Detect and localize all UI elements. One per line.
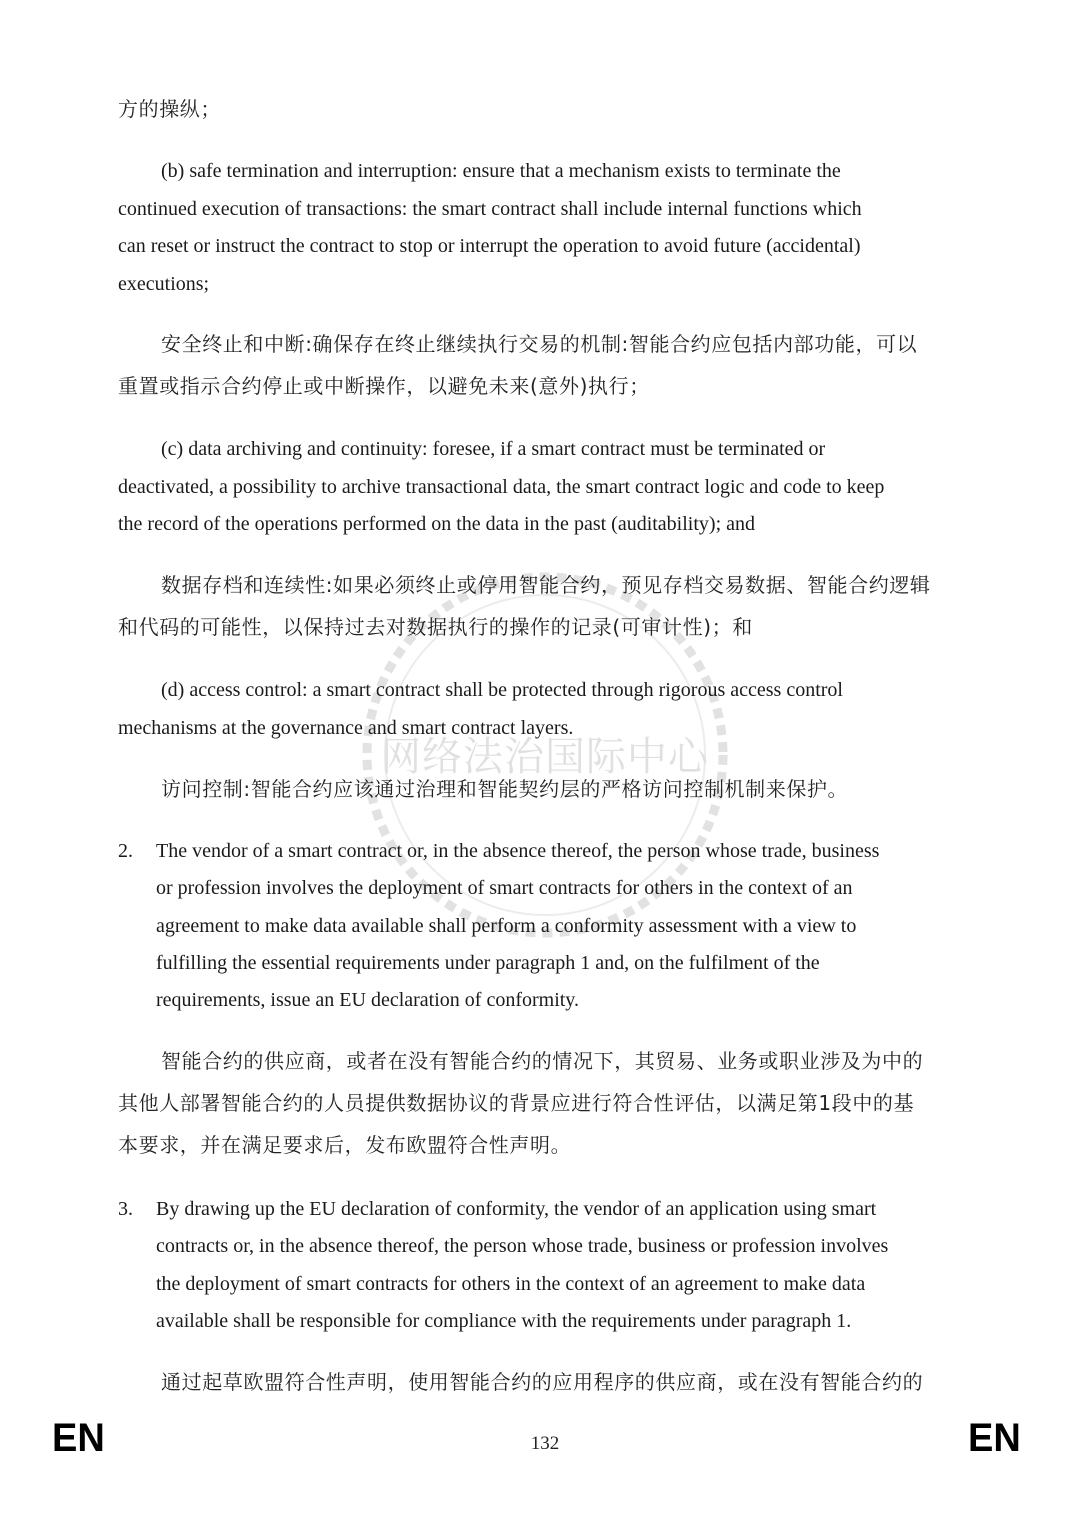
text-line: executions;	[118, 272, 210, 295]
item-d-zh	[118, 768, 968, 810]
item-b-zh	[118, 323, 968, 407]
text-line: By drawing up the EU declaration of conformity, the vendor of an application using smart	[156, 1198, 877, 1220]
continuation-text	[118, 88, 968, 130]
text-line: 本要求，并在满足要求后，发布欧盟符合性声明。	[118, 1133, 572, 1157]
language-marker-right: EN	[968, 1416, 1021, 1460]
text-line: available shall be responsible for compliance with the requirements under paragraph 1.	[156, 1309, 852, 1332]
paragraph-number: 2.	[118, 840, 133, 862]
text-line: 智能合约的供应商，或者在没有智能合约的情况下，其贸易、业务或职业涉及为中的	[161, 1049, 924, 1073]
text-line: or profession involves the deployment of smart contracts for others in the context of an	[156, 877, 853, 900]
text-line: 访问控制:智能合约应该通过治理和智能契约层的严格访问控制机制来保护。	[161, 777, 849, 801]
text-line: deactivated, a possibility to archive transactional data, the smart contract logic and code to keep	[118, 475, 885, 498]
item-d-en	[118, 672, 968, 747]
text-line: 安全终止和中断:确保存在终止继续执行交易的机制:智能合约应包括内部功能，可以	[161, 332, 918, 356]
text-line: contracts or, in the absence thereof, the person whose trade, business or profession involves	[156, 1235, 889, 1258]
page-number: 132	[530, 1433, 560, 1454]
paragraph-number: 3.	[118, 1198, 133, 1220]
language-marker-left: EN	[52, 1416, 105, 1460]
text-line: 其他人部署智能合约的人员提供数据协议的背景应进行符合性评估，以满足第1段中的基	[118, 1091, 915, 1115]
text-line: can reset or instruct the contract to stop or interrupt the operation to avoid future (accidental)	[118, 235, 861, 257]
text-line: the deployment of smart contracts for others in the context of an agreement to make data	[156, 1272, 866, 1295]
item-c-en	[118, 431, 968, 544]
text-line: requirements, issue an EU declaration of conformity.	[156, 989, 580, 1012]
text-line: 通过起草欧盟符合性声明，使用智能合约的应用程序的供应商，或在没有智能合约的	[161, 1370, 924, 1394]
text-line: 数据存档和连续性:如果必须终止或停用智能合约，预见存档交易数据、智能合约逻辑	[161, 573, 931, 597]
paragraph-2-zh	[118, 1040, 968, 1166]
item-c-zh	[118, 564, 968, 648]
text-line: The vendor of a smart contract or, in the absence thereof, the person whose trade, business	[156, 840, 880, 862]
text-line: (d) access control: a smart contract shall be protected through rigorous access control	[161, 679, 843, 701]
text-line: 和代码的可能性，以保持过去对数据执行的操作的记录(可审计性)；和	[118, 615, 753, 639]
paragraph-body	[156, 833, 879, 1019]
text-line: 重置或指示合约停止或中断操作，以避免未来(意外)执行；	[118, 374, 650, 398]
paragraph-3-zh	[118, 1361, 968, 1403]
text-line: the record of the operations performed on the data in the past (auditability); and	[118, 513, 756, 535]
text-line: agreement to make data available shall perform a conformity assessment with a view to	[156, 914, 857, 937]
paragraph-3-en	[118, 1191, 968, 1341]
text-line: 方的操纵；	[118, 97, 221, 121]
text-line: mechanisms at the governance and smart contract layers.	[118, 716, 574, 739]
item-b-en	[118, 153, 968, 303]
text-line: fulfilling the essential requirements under paragraph 1 and, on the fulfilment of the	[156, 951, 820, 974]
paragraph-2-en	[118, 833, 968, 1023]
text-line: (b) safe termination and interruption: ensure that a mechanism exists to terminate the	[161, 160, 841, 182]
watermark-text: 网络法治国际中心	[381, 734, 709, 780]
text-line: (c) data archiving and continuity: foresee, if a smart contract must be terminated or	[161, 438, 826, 460]
paragraph-body	[156, 1191, 888, 1340]
text-line: continued execution of transactions: the smart contract shall include internal functions which	[118, 197, 862, 220]
